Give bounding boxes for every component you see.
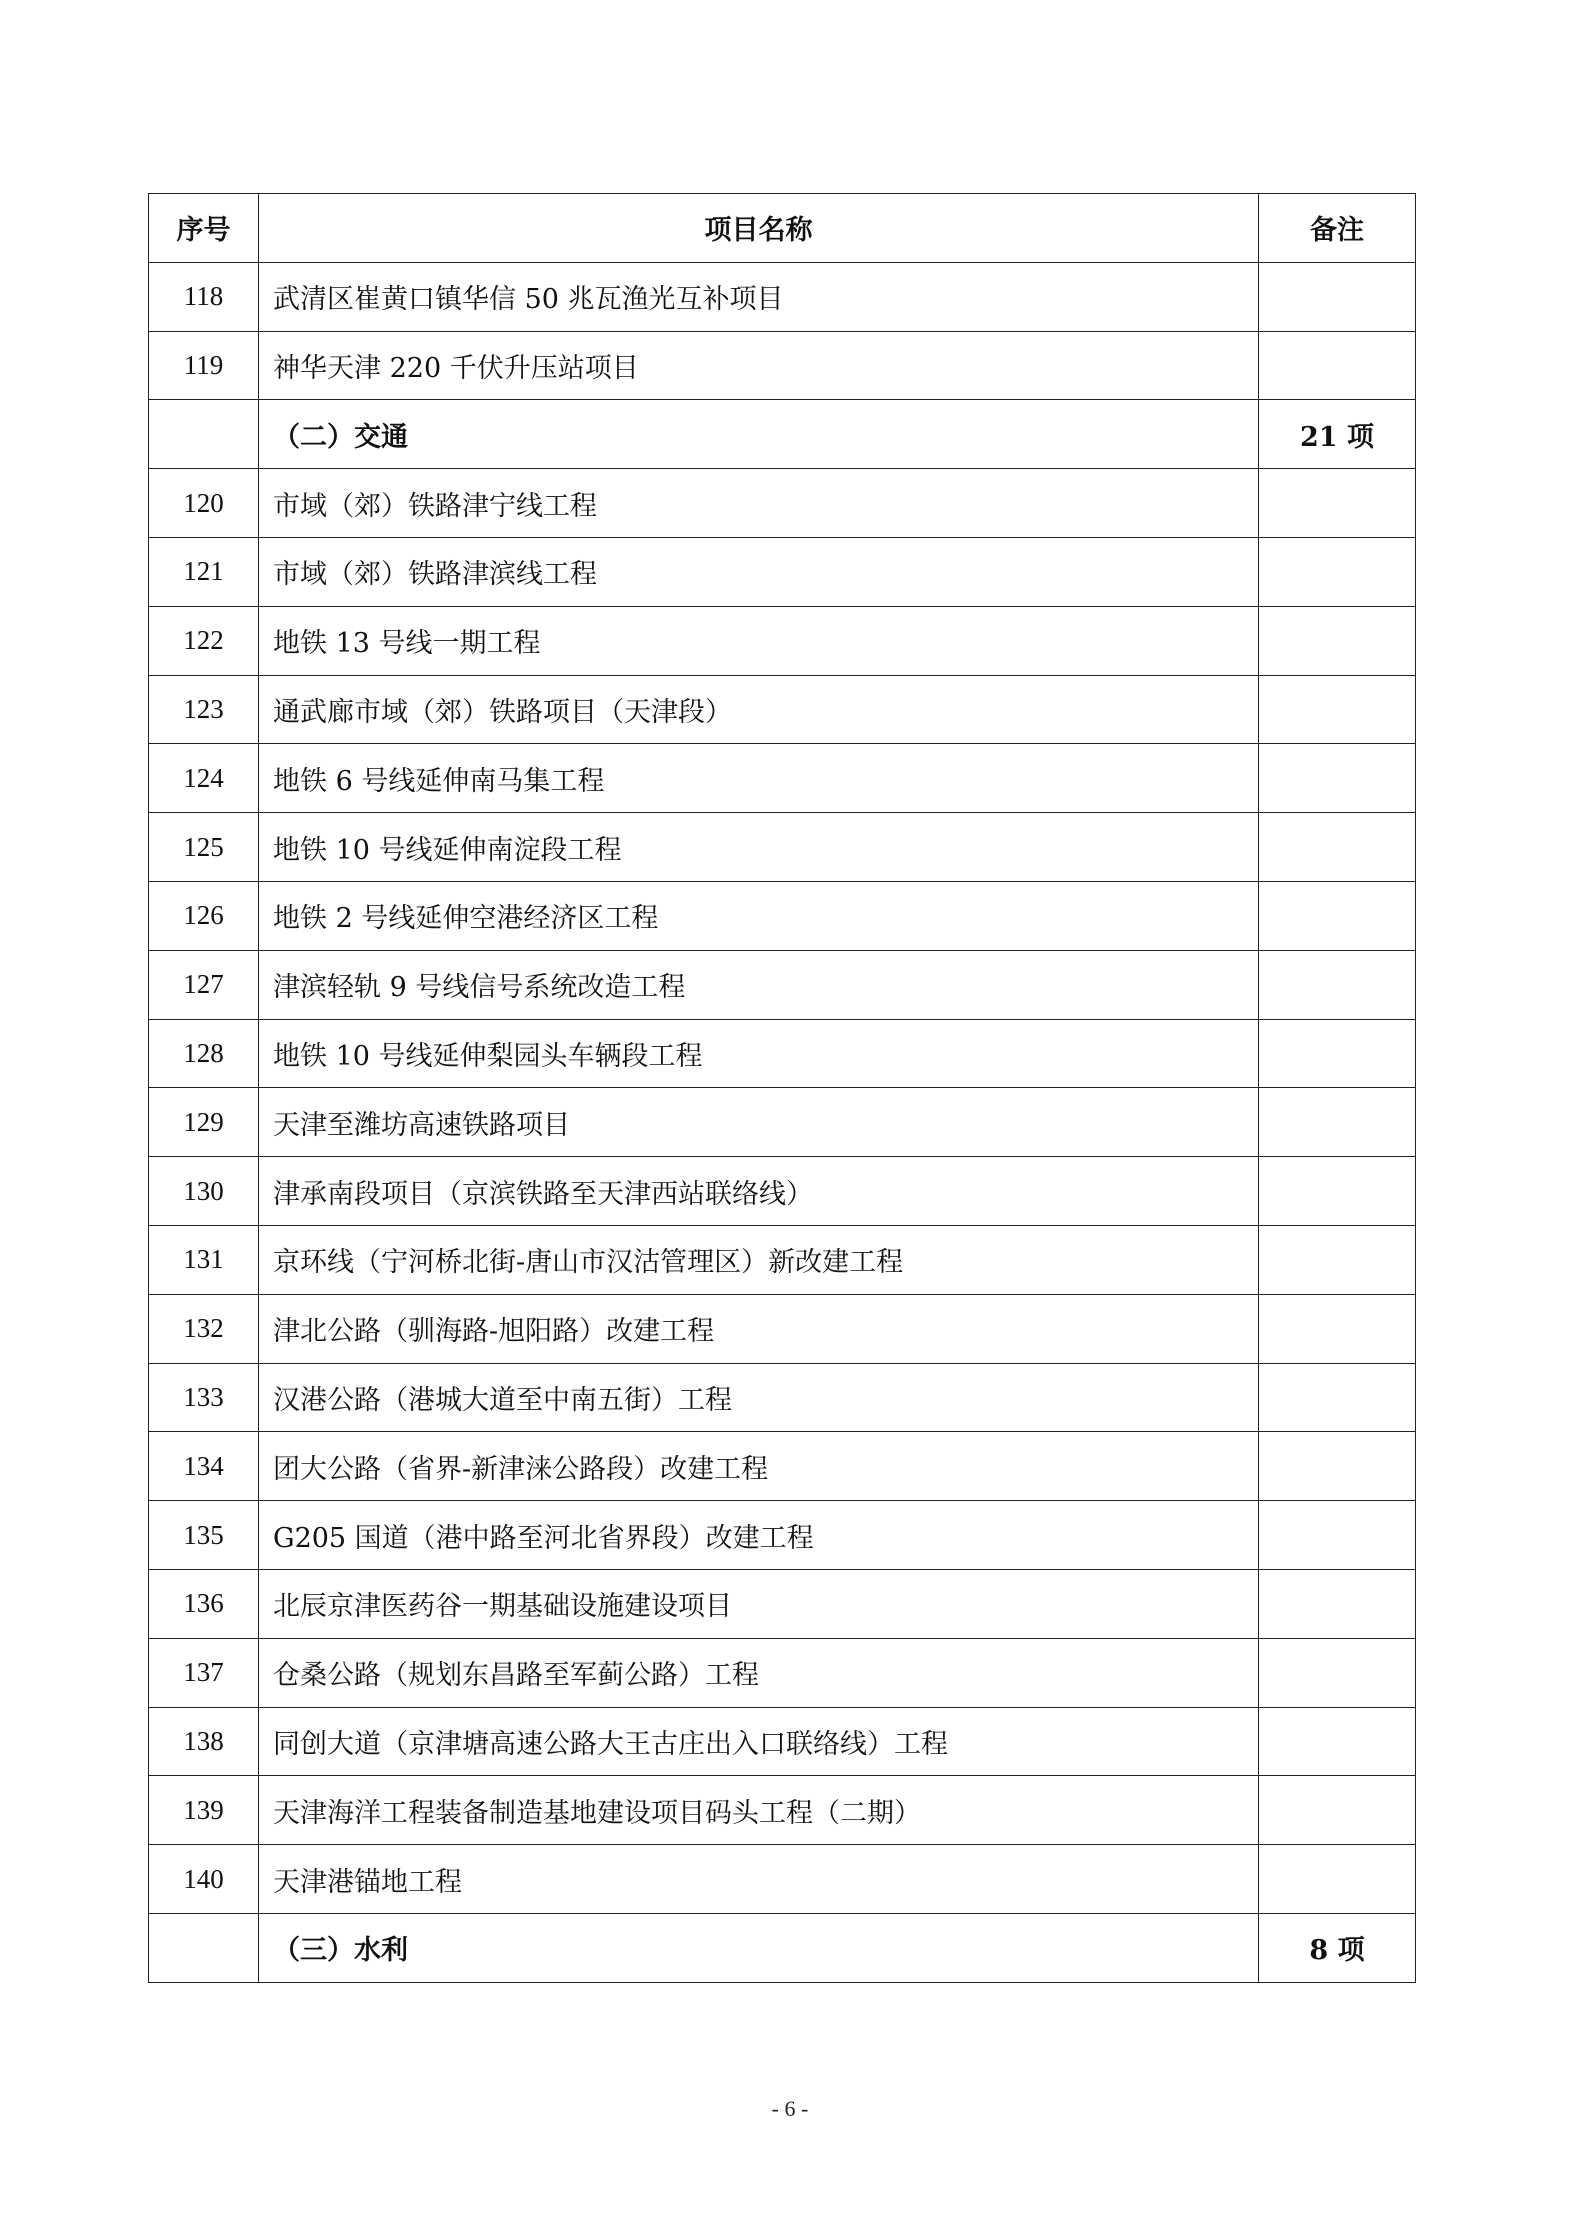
header-name: 项目名称 <box>259 194 1259 263</box>
row-project-name: 北辰京津医药谷一期基础设施建设项目 <box>259 1569 1259 1638</box>
row-note <box>1259 675 1416 744</box>
category-row <box>149 1913 1416 1982</box>
table-row <box>149 1294 1416 1363</box>
table-row <box>149 1088 1416 1157</box>
row-project-name: G205 国道（港中路至河北省界段）改建工程 <box>259 1501 1259 1570</box>
row-note <box>1259 1363 1416 1432</box>
row-note <box>1259 813 1416 882</box>
row-seq: 135 <box>149 1501 259 1570</box>
row-seq: 137 <box>149 1638 259 1707</box>
row-project-name: 同创大道（京津塘高速公路大王古庄出入口联络线）工程 <box>259 1707 1259 1776</box>
row-note <box>1259 1225 1416 1294</box>
row-project-name: 团大公路（省界-新津涞公路段）改建工程 <box>259 1432 1259 1501</box>
row-seq: 125 <box>149 813 259 882</box>
row-note <box>1259 262 1416 331</box>
row-note <box>1259 537 1416 606</box>
row-note <box>1259 881 1416 950</box>
table-row <box>149 1501 1416 1570</box>
table-row <box>149 1225 1416 1294</box>
table-row <box>149 606 1416 675</box>
row-note <box>1259 331 1416 400</box>
row-project-name: 地铁 10 号线延伸梨园头车辆段工程 <box>259 1019 1259 1088</box>
table-row <box>149 1845 1416 1914</box>
row-note <box>1259 1845 1416 1914</box>
row-seq: 129 <box>149 1088 259 1157</box>
row-seq: 124 <box>149 744 259 813</box>
header-note: 备注 <box>1259 194 1416 263</box>
row-project-name: 汉港公路（港城大道至中南五街）工程 <box>259 1363 1259 1432</box>
row-seq: 118 <box>149 262 259 331</box>
table-row <box>149 744 1416 813</box>
row-project-name: 仓桑公路（规划东昌路至军蓟公路）工程 <box>259 1638 1259 1707</box>
row-note <box>1259 1432 1416 1501</box>
project-table <box>148 193 1416 1983</box>
table-row <box>149 537 1416 606</box>
row-note <box>1259 1294 1416 1363</box>
row-project-name: 津北公路（驯海路-旭阳路）改建工程 <box>259 1294 1259 1363</box>
row-seq: 122 <box>149 606 259 675</box>
row-note <box>1259 1157 1416 1226</box>
row-note <box>1259 1569 1416 1638</box>
row-seq: 132 <box>149 1294 259 1363</box>
row-project-name: 天津至潍坊高速铁路项目 <box>259 1088 1259 1157</box>
table-body <box>149 262 1416 1982</box>
row-project-name: 武清区崔黄口镇华信 50 兆瓦渔光互补项目 <box>259 262 1259 331</box>
table-row <box>149 1432 1416 1501</box>
category-row <box>149 400 1416 469</box>
category-count: 21 项 <box>1259 400 1416 469</box>
row-seq <box>149 1913 259 1982</box>
table-row <box>149 675 1416 744</box>
row-project-name: 地铁 13 号线一期工程 <box>259 606 1259 675</box>
row-project-name: 天津海洋工程装备制造基地建设项目码头工程（二期） <box>259 1776 1259 1845</box>
row-note <box>1259 606 1416 675</box>
page-number: - 6 - <box>771 2096 809 2121</box>
row-note <box>1259 1019 1416 1088</box>
row-seq: 131 <box>149 1225 259 1294</box>
table-row <box>149 1363 1416 1432</box>
row-seq: 126 <box>149 881 259 950</box>
row-project-name: 地铁 6 号线延伸南马集工程 <box>259 744 1259 813</box>
table-row <box>149 1707 1416 1776</box>
row-note <box>1259 1501 1416 1570</box>
row-project-name: 通武廊市域（郊）铁路项目（天津段） <box>259 675 1259 744</box>
category-name: （二）交通 <box>259 400 1259 469</box>
row-project-name: 天津港锚地工程 <box>259 1845 1259 1914</box>
row-seq: 128 <box>149 1019 259 1088</box>
table-row <box>149 262 1416 331</box>
table-row <box>149 331 1416 400</box>
table-row <box>149 1157 1416 1226</box>
row-note <box>1259 744 1416 813</box>
row-seq: 139 <box>149 1776 259 1845</box>
table-header-row <box>149 194 1416 263</box>
row-note <box>1259 1638 1416 1707</box>
row-seq: 136 <box>149 1569 259 1638</box>
header-seq: 序号 <box>149 194 259 263</box>
category-name: （三）水利 <box>259 1913 1259 1982</box>
table-row <box>149 469 1416 538</box>
table-row <box>149 1019 1416 1088</box>
row-note <box>1259 1707 1416 1776</box>
row-seq: 133 <box>149 1363 259 1432</box>
row-note <box>1259 1088 1416 1157</box>
row-project-name: 津滨轻轨 9 号线信号系统改造工程 <box>259 950 1259 1019</box>
row-seq: 134 <box>149 1432 259 1501</box>
row-seq: 140 <box>149 1845 259 1914</box>
row-project-name: 市域（郊）铁路津宁线工程 <box>259 469 1259 538</box>
row-seq: 120 <box>149 469 259 538</box>
table-row <box>149 813 1416 882</box>
row-note <box>1259 469 1416 538</box>
table-row <box>149 1776 1416 1845</box>
row-project-name: 津承南段项目（京滨铁路至天津西站联络线） <box>259 1157 1259 1226</box>
row-seq: 123 <box>149 675 259 744</box>
table-row <box>149 950 1416 1019</box>
row-project-name: 神华天津 220 千伏升压站项目 <box>259 331 1259 400</box>
category-count: 8 项 <box>1259 1913 1416 1982</box>
row-seq: 121 <box>149 537 259 606</box>
row-project-name: 市域（郊）铁路津滨线工程 <box>259 537 1259 606</box>
row-seq: 138 <box>149 1707 259 1776</box>
row-project-name: 京环线（宁河桥北街-唐山市汉沽管理区）新改建工程 <box>259 1225 1259 1294</box>
table-row <box>149 1638 1416 1707</box>
row-seq: 130 <box>149 1157 259 1226</box>
row-note <box>1259 1776 1416 1845</box>
row-project-name: 地铁 10 号线延伸南淀段工程 <box>259 813 1259 882</box>
table-row <box>149 881 1416 950</box>
row-seq: 119 <box>149 331 259 400</box>
row-seq <box>149 400 259 469</box>
row-project-name: 地铁 2 号线延伸空港经济区工程 <box>259 881 1259 950</box>
row-note <box>1259 950 1416 1019</box>
row-seq: 127 <box>149 950 259 1019</box>
table-row <box>149 1569 1416 1638</box>
